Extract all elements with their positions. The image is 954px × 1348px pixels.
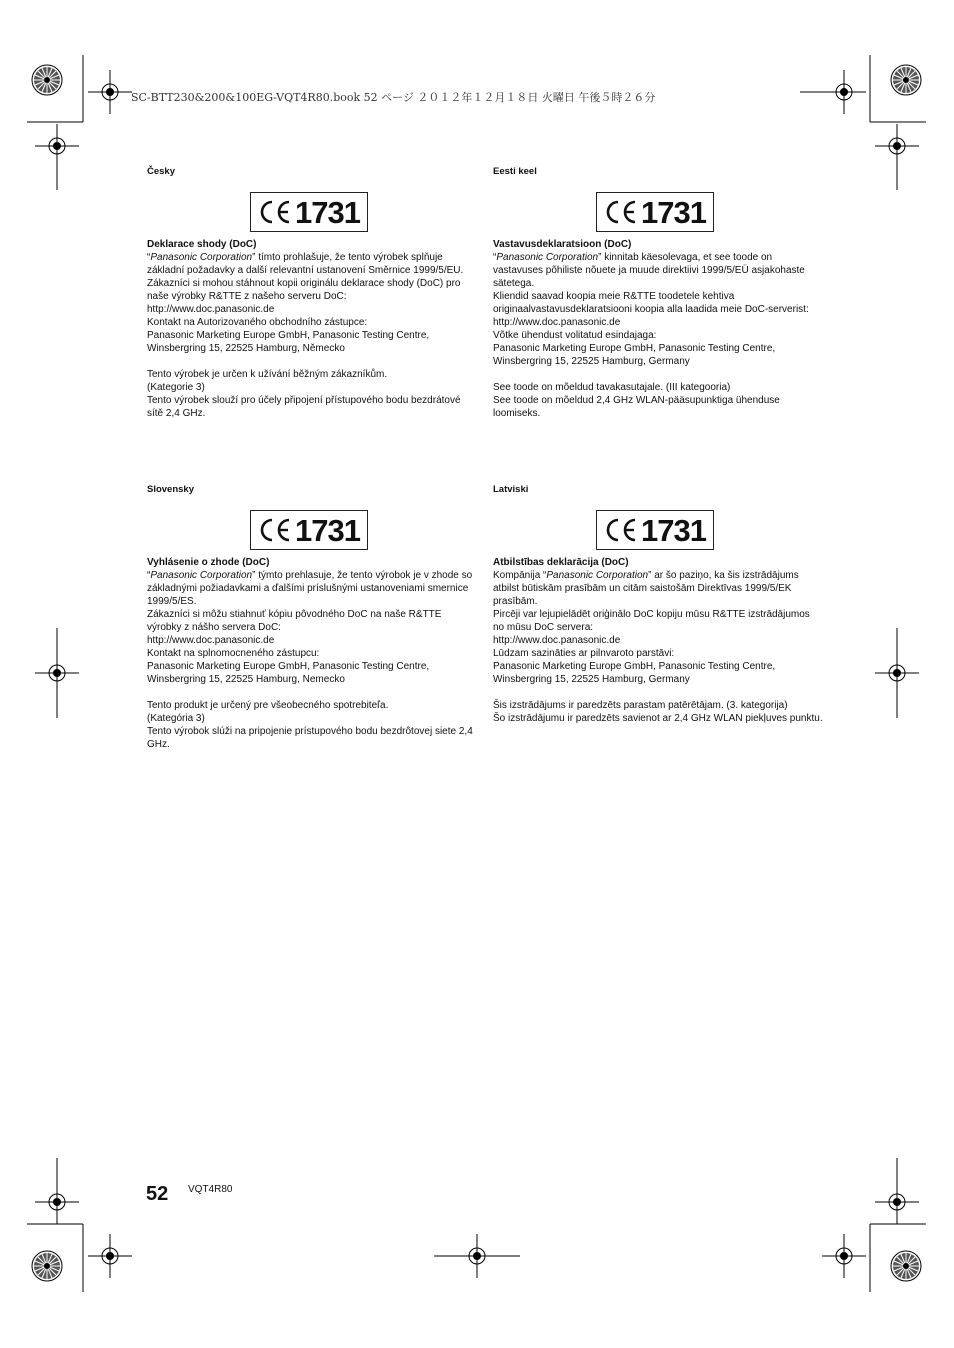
company-name: Panasonic Corporation: [150, 252, 253, 263]
document-code: VQT4R80: [188, 1184, 233, 1195]
doc-heading: Vastavusdeklaratsioon (DoC): [493, 239, 632, 250]
contact-label: Lūdzam sazināties ar pilnvaroto parstāvi:: [493, 648, 675, 659]
address-line-1: Panasonic Marketing Europe GmbH, Panasonic Testing Centre,: [493, 343, 776, 354]
doc-heading: Atbilstības deklarācija (DoC): [493, 557, 629, 568]
address-line-2: Winsbergring 15, 22525 Hamburg, Německo: [147, 343, 345, 354]
download-paragraph: Pircēji var lejupielādēt oriģinālo DoC kopiju mūsu R&TTE izstrādājumos no mūsu DoC servera:: [493, 609, 810, 633]
language-title: Česky: [147, 166, 175, 177]
download-paragraph: Kliendid saavad koopia meie R&TTE toodetele kehtiva originaalvastavusdeklaratsiooni koopia alla laadida meie DoC-serverist:: [493, 291, 809, 315]
wlan-paragraph: Tento výrobek slouží pro účely připojení přístupového bodu bezdrátové sítě 2,4 GHz.: [147, 395, 461, 419]
ce-logo-icon: [258, 517, 292, 543]
wlan-paragraph: Tento výrobok slúži na pripojenie prístupového bodu bezdrôtovej siete 2,4 GHz.: [147, 726, 473, 750]
address-line-2: Winsbergring 15, 22525 Hamburg, Nemecko: [147, 674, 345, 685]
company-name: Panasonic Corporation: [150, 570, 253, 581]
declaration-paragraph: Kompānija “Panasonic Corporation” ar šo paziņo, ka šis izstrādājums atbilst būtiskām prasībām un citām saistošām Direktīvas 1999/5/EK prasībām.: [493, 570, 799, 607]
ce-number: 1731: [641, 194, 706, 230]
ce-mark-box: [250, 510, 368, 550]
declaration-paragraph: “Panasonic Corporation” kinnitab käesolevaga, et see toode on vastavuses põhiliste nõuete ja muude direktiivi 1999/5/EÜ asjakohaste sätetega.: [493, 252, 805, 289]
company-name: Panasonic Corporation: [496, 252, 599, 263]
contact-label: Kontakt na Autorizovaného obchodního zástupce:: [147, 317, 368, 328]
doc-url: http://www.doc.panasonic.de: [147, 635, 275, 646]
ce-logo-icon: [604, 199, 638, 225]
company-name: Panasonic Corporation: [546, 570, 649, 581]
download-paragraph: Zákazníci si môžu stiahnuť kópiu pôvodného DoC na naše R&TTE výrobky z nášho servera DoC:: [147, 609, 442, 633]
contact-label: Kontakt na splnomocneného zástupcu:: [147, 648, 320, 659]
address-line-1: Panasonic Marketing Europe GmbH, Panasonic Testing Centre,: [147, 661, 430, 672]
usage-line-2: (Kategória 3): [147, 713, 205, 724]
address-line-2: Winsbergring 15, 22525 Hamburg, Germany: [493, 356, 690, 367]
doc-heading: Vyhlásenie o zhode (DoC): [147, 557, 270, 568]
ce-logo-icon: [604, 517, 638, 543]
ce-mark-box: [596, 192, 714, 232]
declaration-paragraph: “Panasonic Corporation” tímto prohlašuje, že tento výrobek splňuje základní požadavky a další relevantní ustanovení Směrnice 1999/5/EU.: [147, 252, 464, 276]
ce-logo-icon: [258, 199, 292, 225]
ce-mark-box: [596, 510, 714, 550]
section-estonian: [493, 166, 823, 420]
usage-line-1: See toode on mõeldud tavakasutajale. (III kategooria): [493, 382, 731, 393]
address-line-2: Winsbergring 15, 22525 Hamburg, Germany: [493, 674, 690, 685]
usage-line-2: (Kategorie 3): [147, 382, 205, 393]
language-title: Eesti keel: [493, 166, 537, 177]
ce-number: 1731: [641, 512, 706, 548]
doc-url: http://www.doc.panasonic.de: [493, 635, 621, 646]
section-czech: [147, 166, 477, 420]
ce-number: 1731: [295, 512, 360, 548]
ce-number: 1731: [295, 194, 360, 230]
print-header-line: SC-BTT230&200&100EG-VQT4R80.book 52 ページ ２０１２年１２月１８日 火曜日 午後５時２６分: [131, 91, 656, 104]
download-paragraph: Zákazníci si mohou stáhnout kopii originálu deklarace shody (DoC) pro naše výrobky R&TTE z našeho serveru DoC:: [147, 278, 461, 302]
doc-heading: Deklarace shody (DoC): [147, 239, 257, 250]
doc-url: http://www.doc.panasonic.de: [493, 317, 621, 328]
declaration-paragraph: “Panasonic Corporation” týmto prehlasuje, že tento výrobok je v zhode so základnými požiadavkami a ďalšími príslušnými ustanoveniami smernice 1999/5/ES.: [147, 570, 473, 607]
wlan-paragraph: See toode on mõeldud 2,4 GHz WLAN-pääsupunktiga ühenduse loomiseks.: [493, 395, 780, 419]
doc-url: http://www.doc.panasonic.de: [147, 304, 275, 315]
section-latvian: [493, 484, 823, 725]
usage-line-1: Tento produkt je určený pre všeobecného spotrebiteľa.: [147, 700, 389, 711]
wlan-paragraph: Šo izstrādājumu ir paredzēts savienot ar 2,4 GHz WLAN piekļuves punktu.: [493, 713, 823, 724]
address-line-1: Panasonic Marketing Europe GmbH, Panasonic Testing Centre,: [147, 330, 430, 341]
section-slovak: [147, 484, 477, 751]
contact-label: Võtke ühendust volitatud esindajaga:: [493, 330, 657, 341]
page-number: 52: [146, 1183, 169, 1205]
ce-mark-box: [250, 192, 368, 232]
language-title: Slovensky: [147, 484, 194, 495]
usage-line-1: Tento výrobek je určen k užívání běžným zákazníkům.: [147, 369, 388, 380]
language-title: Latviski: [493, 484, 529, 495]
usage-line-1: Šis izstrādājums ir paredzēts parastam patērētājam. (3. kategorija): [493, 700, 788, 711]
address-line-1: Panasonic Marketing Europe GmbH, Panasonic Testing Centre,: [493, 661, 776, 672]
